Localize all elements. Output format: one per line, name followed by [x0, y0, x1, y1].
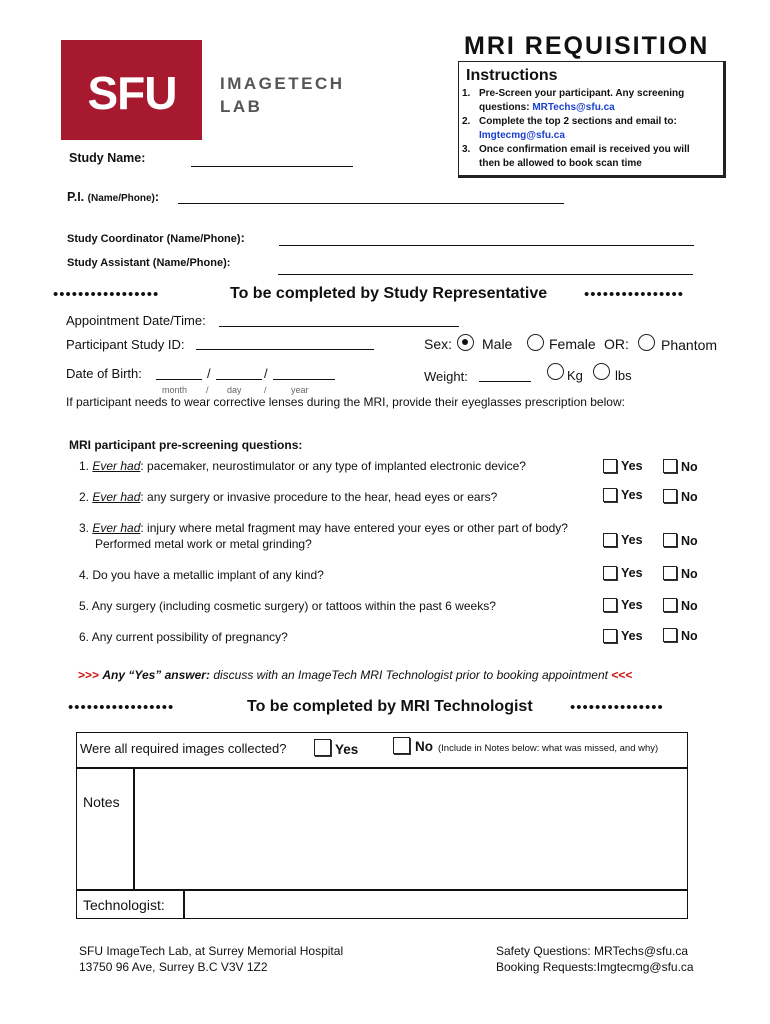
- imgtecmg-email-link[interactable]: Imgtecmg@sfu.ca: [479, 130, 565, 141]
- notes-field[interactable]: [136, 770, 686, 888]
- logo-lab-text: LAB: [220, 97, 263, 116]
- table-divider-1: [76, 767, 688, 769]
- dob-day-field[interactable]: [216, 368, 262, 380]
- dob-slash-1: /: [207, 366, 211, 381]
- q5-yes-label: Yes: [621, 598, 643, 612]
- technologist-field[interactable]: [186, 891, 686, 918]
- instruction-3-num: 3.: [462, 144, 471, 155]
- male-label: Male: [482, 336, 513, 352]
- section2-title: To be completed by MRI Technologist: [247, 698, 533, 715]
- assistant-field[interactable]: [278, 263, 693, 275]
- participant-id-label: Participant Study ID:: [66, 337, 185, 352]
- q6-yes-label: Yes: [621, 629, 643, 643]
- female-label: Female: [549, 336, 596, 352]
- q3-yes-checkbox[interactable]: [603, 533, 617, 547]
- instruction-3-text: Once confirmation email is received you will: [479, 144, 690, 155]
- appointment-label: Appointment Date/Time:: [66, 313, 206, 328]
- dob-label: Date of Birth:: [66, 366, 142, 381]
- images-collected-question: Were all required images collected?: [80, 741, 287, 756]
- q6-no-checkbox[interactable]: [663, 628, 677, 642]
- dob-slash-2: /: [264, 366, 268, 381]
- section1-dots-right: ••••••••••••••••: [584, 286, 685, 303]
- question-6: 6. Any current possibility of pregnancy?: [79, 630, 288, 644]
- pi-label-group: P.I. (Name/Phone):: [67, 190, 160, 204]
- footer-safety-questions: Safety Questions: MRTechs@sfu.ca: [496, 944, 689, 958]
- participant-id-field[interactable]: [196, 338, 374, 350]
- section1-dots-left: •••••••••••••••••: [53, 286, 160, 303]
- footer-address-2: 13750 96 Ave, Surrey B.C V3V 1Z2: [79, 960, 268, 974]
- coordinator-field[interactable]: [279, 234, 694, 246]
- q2-no-checkbox[interactable]: [663, 489, 677, 503]
- section2-dots-right: •••••••••••••••: [570, 699, 664, 716]
- section1-title: To be completed by Study Representative: [230, 285, 548, 302]
- logo-imagetech-text: IMAGETECH: [220, 74, 345, 93]
- logo-sfu-text: SFU: [87, 67, 177, 119]
- question-4: 4. Do you have a metallic implant of any kind?: [79, 568, 324, 582]
- pi-field[interactable]: [178, 192, 564, 204]
- q5-no-label: No: [681, 599, 698, 613]
- kg-label: Kg: [567, 368, 583, 383]
- q1-no-checkbox[interactable]: [663, 459, 677, 473]
- notes-label: Notes: [83, 794, 120, 810]
- instruction-2-num: 2.: [462, 116, 471, 127]
- question-3-line2: Performed metal work or metal grinding?: [95, 537, 312, 551]
- q3-yes-label: Yes: [621, 533, 643, 547]
- eyeglasses-instruction: If participant needs to wear corrective lenses during the MRI, provide their eyeglasses prescription below:: [66, 395, 625, 409]
- q3-no-label: No: [681, 534, 698, 548]
- footer-address-1: SFU ImageTech Lab, at Surrey Memorial Hospital: [79, 944, 344, 958]
- instruction-1-line2: questions: MRTechs@sfu.ca: [479, 102, 615, 113]
- kg-radio[interactable]: [547, 363, 564, 380]
- q4-no-checkbox[interactable]: [663, 566, 677, 580]
- images-no-label: No: [415, 739, 433, 754]
- dob-hint-slash-2: /: [264, 385, 267, 395]
- month-hint: month: [162, 385, 188, 395]
- dob-year-field[interactable]: [273, 368, 335, 380]
- images-no-note: (Include in Notes below: what was missed, and why): [438, 743, 659, 754]
- q4-yes-label: Yes: [621, 566, 643, 580]
- study-name-label: Study Name:: [69, 151, 146, 165]
- q1-yes-checkbox[interactable]: [603, 459, 617, 473]
- dob-hint-slash-1: /: [206, 385, 209, 395]
- appointment-field[interactable]: [219, 315, 459, 327]
- page-title: MRI REQUISITION: [464, 32, 710, 60]
- assistant-label: Study Assistant (Name/Phone):: [67, 257, 231, 269]
- q6-no-label: No: [681, 629, 698, 643]
- sex-male-radio[interactable]: [457, 334, 474, 351]
- q4-yes-checkbox[interactable]: [603, 566, 617, 580]
- images-no-checkbox[interactable]: [393, 737, 410, 754]
- year-hint: year: [291, 385, 309, 395]
- phantom-label: Phantom: [661, 337, 718, 353]
- instruction-1-num: 1.: [462, 88, 471, 99]
- images-yes-label: Yes: [335, 742, 359, 757]
- study-name-field[interactable]: [191, 155, 353, 167]
- table-divider-3: [183, 889, 185, 919]
- q3-no-checkbox[interactable]: [663, 533, 677, 547]
- instruction-3-line2: then be allowed to book scan time: [479, 158, 642, 169]
- table-divider-4: [133, 767, 135, 889]
- q5-yes-checkbox[interactable]: [603, 598, 617, 612]
- q2-no-label: No: [681, 490, 698, 504]
- weight-label: Weight:: [424, 369, 468, 384]
- day-hint: day: [227, 385, 242, 395]
- mrtechs-email-link[interactable]: MRTechs@sfu.ca: [532, 102, 615, 113]
- q4-no-label: No: [681, 567, 698, 581]
- instruction-1-text: Pre-Screen your participant. Any screening: [479, 88, 685, 99]
- footer-booking-requests: Booking Requests:Imgtecmg@sfu.ca: [496, 960, 694, 974]
- or-label: OR:: [604, 336, 629, 352]
- q6-yes-checkbox[interactable]: [603, 629, 617, 643]
- section2-dots-left: •••••••••••••••••: [68, 699, 175, 716]
- question-3: 3. Ever had: injury where metal fragment may have entered your eyes or other part of body?: [79, 521, 568, 535]
- lbs-radio[interactable]: [593, 363, 610, 380]
- sex-female-radio[interactable]: [527, 334, 544, 351]
- coordinator-label: Study Coordinator (Name/Phone):: [67, 231, 245, 245]
- weight-field[interactable]: [479, 370, 531, 382]
- images-yes-checkbox[interactable]: [314, 739, 331, 756]
- yes-answer-warning: >>> Any “Yes” answer: discuss with an ImageTech MRI Technologist prior to booking appointment <<<: [78, 668, 633, 682]
- phantom-radio[interactable]: [638, 334, 655, 351]
- question-2: 2. Ever had: any surgery or invasive procedure to the hear, head eyes or ears?: [79, 490, 498, 504]
- q1-yes-label: Yes: [621, 459, 643, 473]
- instruction-2-text: Complete the top 2 sections and email to:: [479, 116, 677, 127]
- technologist-label: Technologist:: [83, 897, 165, 913]
- dob-month-field[interactable]: [156, 368, 202, 380]
- q1-no-label: No: [681, 460, 698, 474]
- screening-heading: MRI participant pre-screening questions:: [69, 438, 303, 452]
- question-1: 1. Ever had: pacemaker, neurostimulator or any type of implanted electronic device?: [79, 459, 526, 473]
- question-5: 5. Any surgery (including cosmetic surgery) or tattoos within the past 6 weeks?: [79, 599, 496, 613]
- q2-yes-label: Yes: [621, 488, 643, 502]
- lbs-label: lbs: [615, 368, 632, 383]
- instructions-heading: Instructions: [466, 67, 558, 84]
- q5-no-checkbox[interactable]: [663, 598, 677, 612]
- q2-yes-checkbox[interactable]: [603, 488, 617, 502]
- sex-label: Sex:: [424, 336, 453, 352]
